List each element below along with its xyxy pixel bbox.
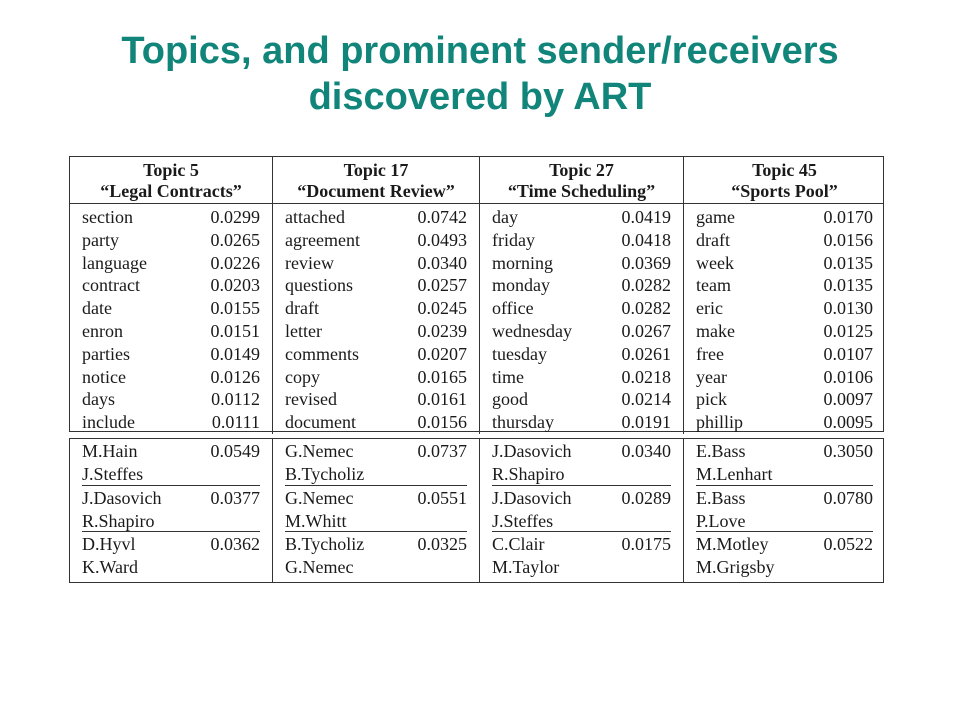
pair-sender-line: [82, 533, 260, 556]
word-row: [285, 320, 467, 343]
word: days: [82, 389, 115, 410]
topic-header: [272, 157, 479, 203]
word-probability: 0.0369: [621, 252, 671, 273]
word: notice: [82, 366, 126, 387]
word-probability: 0.0493: [417, 229, 467, 250]
sender-receiver-pair: [696, 485, 873, 531]
topic-pair-list: [70, 439, 272, 582]
topic-name: “Sports Pool”: [731, 181, 838, 201]
pair-probability: 0.0780: [823, 488, 873, 508]
sender-name: E.Bass: [696, 441, 746, 461]
pair-receiver-line: [696, 556, 873, 579]
word: language: [82, 252, 147, 273]
word-row: [492, 320, 671, 343]
word-row: [285, 297, 467, 320]
word-probability: 0.0156: [823, 229, 873, 250]
receiver-name: M.Grigsby: [696, 556, 775, 577]
pair-receiver-line: [696, 510, 873, 533]
pair-receiver-line: [82, 463, 260, 486]
word: thursday: [492, 412, 554, 433]
sender-name: G.Nemec: [285, 441, 354, 461]
word-probability: 0.0261: [621, 343, 671, 364]
sender-receiver-pair: [285, 531, 467, 577]
word: tuesday: [492, 343, 547, 364]
word-probability: 0.0170: [823, 207, 873, 227]
pair-probability: 0.0551: [417, 488, 467, 508]
word-probability: 0.0267: [621, 320, 671, 341]
word: attached: [285, 207, 345, 227]
pair-sender-line: [82, 487, 260, 510]
word-row: [285, 366, 467, 389]
word-probability: 0.0125: [823, 320, 873, 341]
sender-name: C.Clair: [492, 534, 545, 554]
word-probability: 0.0135: [823, 252, 873, 273]
word: draft: [696, 229, 730, 250]
sender-name: G.Nemec: [285, 488, 354, 508]
pair-receiver-line: [492, 556, 671, 579]
receiver-name: P.Love: [696, 510, 746, 531]
topic-word-list: [479, 204, 683, 434]
word: date: [82, 298, 112, 319]
word-probability: 0.0191: [621, 412, 671, 433]
word-probability: 0.0299: [210, 207, 260, 227]
sender-receiver-pair: [696, 439, 873, 485]
sender-name: M.Hain: [82, 441, 138, 461]
pair-sender-line: [285, 487, 467, 510]
word-row: [285, 343, 467, 366]
word: section: [82, 207, 133, 227]
word: draft: [285, 298, 319, 319]
word-row: [696, 388, 873, 411]
word-row: [696, 274, 873, 297]
word-row: [492, 388, 671, 411]
word-probability: 0.0161: [417, 389, 467, 410]
pair-probability: 0.0340: [621, 441, 671, 461]
word-row: [82, 320, 260, 343]
word: eric: [696, 298, 723, 319]
word-probability: 0.0419: [621, 207, 671, 227]
word-row: [82, 366, 260, 389]
pair-receiver-line: [82, 510, 260, 533]
word: comments: [285, 343, 359, 364]
pair-receiver-line: [82, 556, 260, 579]
topic-name: “Legal Contracts”: [100, 181, 242, 201]
word-row: [696, 206, 873, 229]
topic-pair-list: [683, 439, 885, 582]
sender-receiver-pair: [492, 439, 671, 485]
pair-sender-line: [492, 487, 671, 510]
word-probability: 0.0126: [210, 366, 260, 387]
word: game: [696, 207, 735, 227]
word: morning: [492, 252, 553, 273]
word-row: [285, 252, 467, 275]
word-probability: 0.0226: [210, 252, 260, 273]
sender-name: D.Hyvl: [82, 534, 136, 554]
sender-receiver-pair: [492, 531, 671, 577]
receiver-name: M.Whitt: [285, 510, 347, 531]
pair-probability: 0.0737: [417, 441, 467, 461]
word: time: [492, 366, 524, 387]
word-probability: 0.0112: [211, 389, 260, 410]
word-probability: 0.0107: [823, 343, 873, 364]
topic-number: Topic 27: [549, 160, 614, 180]
word-probability: 0.0155: [210, 298, 260, 319]
slide-title-line-1: Topics, and prominent sender/receivers: [121, 30, 839, 72]
word: make: [696, 320, 735, 341]
word: friday: [492, 229, 535, 250]
word-probability: 0.0165: [417, 366, 467, 387]
pair-sender-line: [285, 533, 467, 556]
word: enron: [82, 320, 123, 341]
word-row: [82, 297, 260, 320]
word-probability: 0.0203: [210, 275, 260, 296]
word: party: [82, 229, 119, 250]
topic-pair-list: [272, 439, 479, 582]
topic-name: “Document Review”: [297, 181, 455, 201]
word: year: [696, 366, 727, 387]
sender-receiver-pair: [696, 531, 873, 577]
slide-title: [0, 28, 960, 120]
sender-receiver-pair: [285, 439, 467, 485]
word: pick: [696, 389, 727, 410]
word-probability: 0.0257: [417, 275, 467, 296]
pair-probability: 0.0175: [621, 534, 671, 554]
pair-probability: 0.0289: [621, 488, 671, 508]
word: team: [696, 275, 731, 296]
receiver-name: G.Nemec: [285, 556, 354, 577]
word: questions: [285, 275, 354, 296]
pair-receiver-line: [285, 510, 467, 533]
topic-number: Topic 17: [343, 160, 409, 180]
sender-receiver-pair: [492, 485, 671, 531]
word-row: [492, 411, 671, 434]
word: phillip: [696, 412, 744, 433]
pair-probability: 0.0522: [823, 534, 873, 554]
word-row: [696, 343, 873, 366]
word-probability: 0.0239: [417, 320, 467, 341]
word-probability: 0.0340: [417, 252, 467, 273]
pair-probability: 0.0362: [210, 534, 260, 554]
pair-sender-line: [285, 440, 467, 463]
pair-probability: 0.0325: [417, 534, 467, 554]
word: free: [696, 343, 724, 364]
word-probability: 0.0156: [417, 412, 467, 433]
slide-title-line-2: discovered by ART: [308, 76, 652, 118]
word-probability: 0.0130: [823, 298, 873, 319]
pair-receiver-line: [492, 463, 671, 486]
word-row: [82, 411, 260, 434]
word-probability: 0.0149: [210, 343, 260, 364]
word-row: [492, 206, 671, 229]
word-probability: 0.0095: [823, 412, 873, 433]
topic-header-row: [69, 156, 884, 204]
topic-word-list: [272, 204, 479, 434]
word-probability: 0.0418: [621, 229, 671, 250]
word: revised: [285, 389, 337, 410]
word: contract: [82, 275, 140, 296]
topic-number: Topic 45: [752, 160, 817, 180]
word-probability: 0.0106: [823, 366, 873, 387]
pair-receiver-line: [285, 463, 467, 486]
topic-header: [70, 157, 272, 203]
word-row: [285, 411, 467, 434]
pair-sender-line: [696, 533, 873, 556]
word-row: [696, 320, 873, 343]
sender-name: B.Tycholiz: [285, 534, 365, 554]
receiver-name: M.Taylor: [492, 556, 560, 577]
word-row: [696, 366, 873, 389]
sender-name: M.Motley: [696, 534, 769, 554]
sender-receiver-section: [69, 438, 884, 583]
word: letter: [285, 320, 322, 341]
word-probability: 0.0151: [210, 320, 260, 341]
word-probability: 0.0282: [621, 275, 671, 296]
word-probability: 0.0214: [621, 389, 671, 410]
pair-sender-line: [82, 440, 260, 463]
word-probability: 0.0111: [211, 412, 260, 433]
word-row: [82, 388, 260, 411]
receiver-name: M.Lenhart: [696, 463, 773, 484]
pair-receiver-line: [696, 463, 873, 486]
pair-sender-line: [492, 440, 671, 463]
pair-sender-line: [696, 487, 873, 510]
receiver-name: B.Tycholiz: [285, 463, 365, 484]
word: document: [285, 412, 356, 433]
topics-table: [69, 156, 884, 583]
topic-number: Topic 5: [143, 160, 199, 180]
word-probability: 0.0135: [823, 275, 873, 296]
topic-word-list: [70, 204, 272, 434]
receiver-name: R.Shapiro: [82, 510, 155, 531]
sender-name: E.Bass: [696, 488, 746, 508]
word: copy: [285, 366, 320, 387]
word: office: [492, 298, 534, 319]
word-row: [492, 366, 671, 389]
topic-name: “Time Scheduling”: [507, 181, 656, 201]
receiver-name: R.Shapiro: [492, 463, 565, 484]
word: day: [492, 207, 518, 227]
word: parties: [82, 343, 130, 364]
word-probability: 0.0245: [417, 298, 467, 319]
word-probability: 0.0207: [417, 343, 467, 364]
sender-receiver-pair: [82, 531, 260, 577]
word-row: [285, 206, 467, 229]
receiver-name: J.Steffes: [492, 510, 554, 531]
word-row: [285, 274, 467, 297]
word-probability: 0.0282: [621, 298, 671, 319]
word-row: [492, 274, 671, 297]
word-row: [696, 252, 873, 275]
word-row: [82, 206, 260, 229]
word-row: [696, 411, 873, 434]
word: monday: [492, 275, 550, 296]
word: agreement: [285, 229, 360, 250]
word-row: [696, 229, 873, 252]
word-row: [285, 388, 467, 411]
word-row: [492, 343, 671, 366]
pair-probability: 0.0549: [210, 441, 260, 461]
word-row: [696, 297, 873, 320]
word-row: [492, 229, 671, 252]
word-row: [82, 274, 260, 297]
pair-receiver-line: [492, 510, 671, 533]
topic-header: [683, 157, 885, 203]
word: wednesday: [492, 320, 572, 341]
sender-name: J.Dasovich: [492, 488, 572, 508]
receiver-name: K.Ward: [82, 556, 139, 577]
word-row: [82, 229, 260, 252]
word-probability: 0.0742: [417, 207, 467, 227]
topic-header: [479, 157, 683, 203]
topic-pair-list: [479, 439, 683, 582]
sender-receiver-pair: [285, 485, 467, 531]
pair-probability: 0.0377: [210, 488, 260, 508]
pair-receiver-line: [285, 556, 467, 579]
sender-name: J.Dasovich: [82, 488, 162, 508]
pair-probability: 0.3050: [823, 441, 873, 461]
word: review: [285, 252, 334, 273]
sender-receiver-pair: [82, 439, 260, 485]
word: include: [82, 412, 135, 433]
word-row: [492, 252, 671, 275]
topic-word-list: [683, 204, 885, 434]
word-probability: 0.0097: [823, 389, 873, 410]
word-row: [82, 252, 260, 275]
word-probability: 0.0265: [210, 229, 260, 250]
topic-words-section: [69, 203, 884, 432]
word-row: [285, 229, 467, 252]
word: week: [696, 252, 734, 273]
receiver-name: J.Steffes: [82, 463, 144, 484]
sender-receiver-pair: [82, 485, 260, 531]
word-probability: 0.0218: [621, 366, 671, 387]
sender-name: J.Dasovich: [492, 441, 572, 461]
pair-sender-line: [696, 440, 873, 463]
word: good: [492, 389, 528, 410]
word-row: [82, 343, 260, 366]
pair-sender-line: [492, 533, 671, 556]
word-row: [492, 297, 671, 320]
